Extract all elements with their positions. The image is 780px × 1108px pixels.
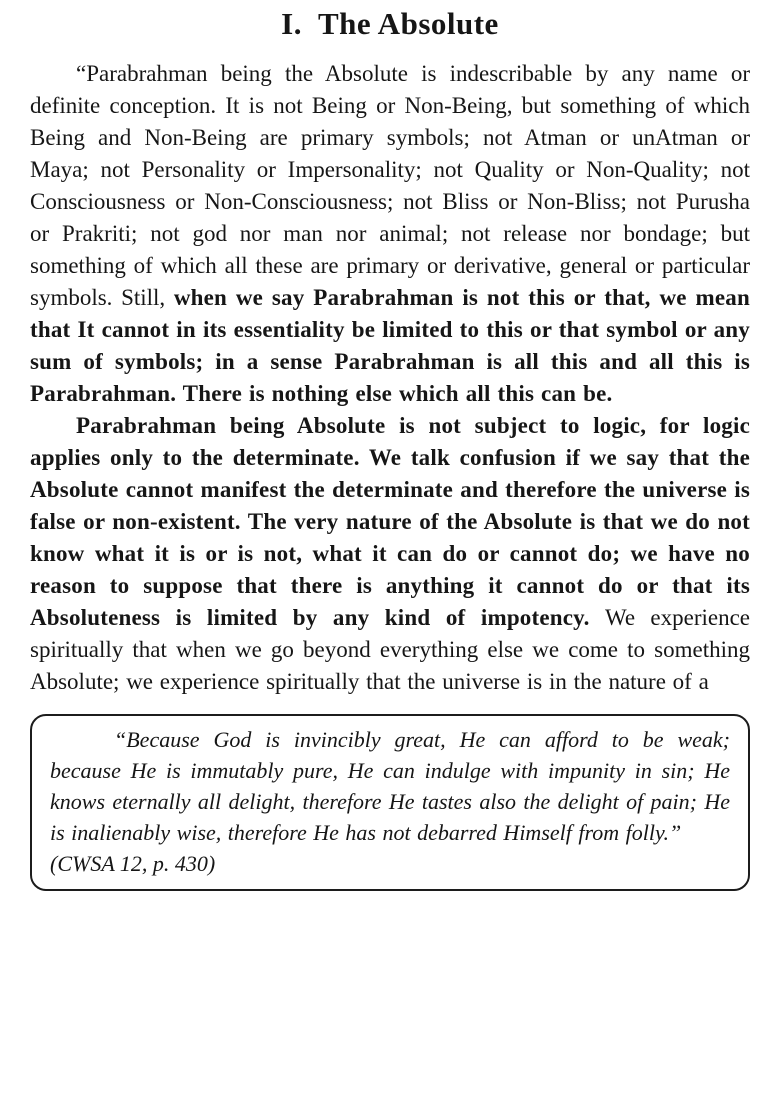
paragraph-2-normal-run: We experience spiritually that when we go beyond everything else we come to something Absolute; we experience spiritually that the universe is in the nature of a [30,605,750,694]
quote-box [30,714,750,891]
paragraph-1-bold-run: when we say Parabrahman is not this or that, we mean that It cannot in its essentiality be limited to this or that symbol or any sum of symbols; in a sense Parabrahman is all this and all this is Parabrahman. There is nothing else which all this can be. [30,285,750,406]
quote-citation: (CWSA 12, p. 430) [50,851,216,876]
chapter-title: I. The Absolute [281,6,499,41]
paragraph-2 [30,410,750,698]
quote-text: “Because God is invincibly great, He can afford to be weak; because He is immutably pure, He can indulge with impunity in sin; He knows eternally all delight, therefore He tastes also the delight of pain; He is inalienably wise, therefore He has not debarred Himself from folly.” [50,727,730,845]
paragraph-1 [30,58,750,410]
paragraph-2-bold-run: Parabrahman being Absolute is not subject to logic, for logic applies only to the determinate. We talk confusion if we say that the Absolute cannot manifest the determinate and therefore the universe is false or non-existent. The very nature of the Absolute is that we do not know what it is or is not, what it can do or cannot do; we have no reason to suppose that there is anything it cannot do or that its Absoluteness is limited by any kind of impotency. [30,413,750,630]
paragraph-1-normal-run: “Parabrahman being the Absolute is indescribable by any name or definite conception. It is not Being or Non-Being, but something of which Being and Non-Being are primary symbols; not Atman or unAtman or Maya; not Personality or Impersonality; not Quality or Non-Quality; not Consciousness or Non-Consciousness; not Bliss or Non-Bliss; not Purusha or Prakriti; not god nor man nor animal; not release nor bondage; but something of which all these are primary or derivative, general or particular symbols. Still, [30,61,750,310]
